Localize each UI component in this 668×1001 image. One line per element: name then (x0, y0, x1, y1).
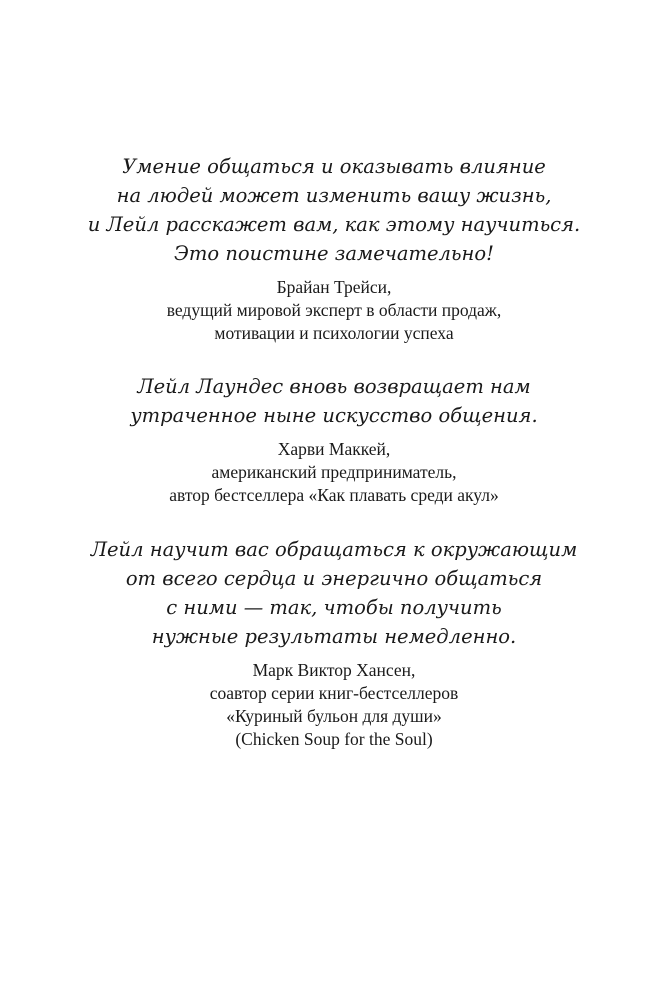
attribution-line: ведущий мировой эксперт в области продаж, (166, 300, 502, 320)
attribution-author: Марк Виктор Хансен, (252, 660, 416, 680)
quote-line: на людей может изменить вашу жизнь, (116, 184, 552, 207)
testimonial-quote (0, 535, 668, 651)
attribution-line: (Chicken Soup for the Soul) (235, 729, 433, 749)
testimonial-2 (0, 372, 668, 507)
attribution-line: «Куриный бульон для души» (226, 706, 442, 726)
testimonial-quote (0, 372, 668, 430)
attribution-line: американский предприниматель, (211, 462, 457, 482)
testimonial-quote (0, 152, 668, 268)
quote-line: с ними — так, чтобы получить (166, 596, 502, 619)
quote-line: Это поистине замечательно! (174, 242, 494, 265)
testimonial-attribution (0, 659, 668, 751)
testimonial-1 (0, 152, 668, 345)
quote-line: от всего сердца и энергично общаться (125, 567, 543, 590)
quote-line: Лейл Лаундес вновь возвращает нам (137, 375, 531, 398)
quote-line: утраченное ныне искусство общения. (130, 404, 538, 427)
testimonial-3 (0, 535, 668, 751)
attribution-line: автор бестселлера «Как плавать среди акул» (169, 485, 499, 505)
quote-line: и Лейл расскажет вам, как этому научиться. (87, 213, 581, 236)
quote-line: нужные результаты немедленно. (151, 625, 517, 648)
testimonial-attribution (0, 438, 668, 507)
quote-line: Лейл научит вас обращаться к окружающим (90, 538, 578, 561)
attribution-author: Брайан Трейси, (276, 277, 392, 297)
quote-line: Умение общаться и оказывать влияние (122, 155, 546, 178)
testimonial-attribution (0, 276, 668, 345)
attribution-line: соавтор серии книг-бестселлеров (209, 683, 459, 703)
attribution-author: Харви Маккей, (277, 439, 391, 459)
attribution-line: мотивации и психологии успеха (214, 323, 454, 343)
